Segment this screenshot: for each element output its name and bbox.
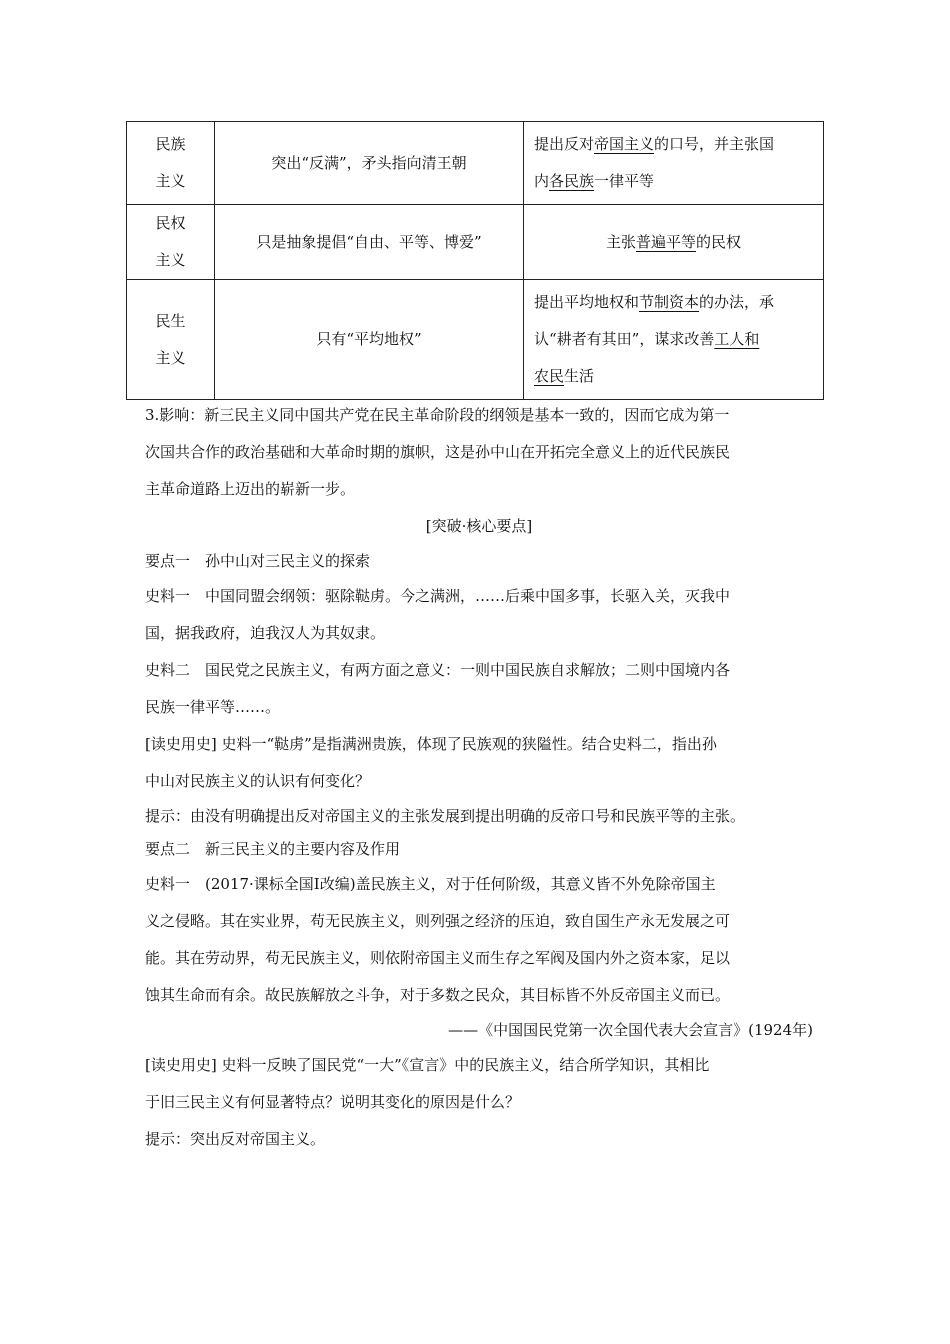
row-label — [127, 122, 215, 205]
question-line: [读史用史] 史料一“鞑虏”是指满洲贵族，体现了民族观的狭隘性。结合史料二，指出孙 — [145, 735, 717, 753]
old-principle-cell: 只是抽象提倡“自由、平等、博爱” — [215, 205, 524, 280]
underlined-term: 工人和 — [714, 330, 760, 348]
cell-text: 的办法，承 — [699, 293, 775, 311]
cell-line — [534, 126, 813, 163]
row-label-line: 主义 — [155, 348, 186, 367]
table-row-nationalism — [127, 122, 824, 205]
underlined-term: 各民族 — [549, 172, 595, 190]
underlined-term: 帝国主义 — [594, 135, 655, 153]
material-line: 史料二 国民党之民族主义，有两方面之意义：一则中国民族自求解放；二则中国境内各 — [145, 661, 731, 679]
underlined-term: 普遍平等 — [635, 232, 696, 251]
cell-text: 的口号，并主张国 — [654, 135, 775, 153]
row-label — [127, 205, 215, 280]
cell-text: 认“耕者有其田”，谋求改善 — [534, 330, 715, 348]
material-line: 史料一 中国同盟会纲领：驱除鞑虏。今之满洲，……后乘中国多事，长驱入关，灭我中 — [145, 587, 731, 605]
row-label-line: 民族 — [155, 135, 186, 153]
row-label — [127, 280, 215, 400]
row-label-line: 民生 — [155, 311, 186, 330]
row-label-line: 主义 — [155, 172, 186, 190]
impact-paragraph-line: 主革命道路上迈出的崭新一步。 — [145, 480, 356, 498]
question-line: [读史用史] 史料一反映了国民党“一大”《宣言》中的民族主义，结合所学知识，其相比 — [145, 1056, 710, 1074]
comparison-table — [126, 121, 824, 400]
old-principle-cell: 突出“反满”，矛头指向清王朝 — [215, 122, 524, 205]
section-heading: [突破·核心要点] — [425, 517, 533, 535]
material-line: 蚀其生命而有余。故民族解放之斗争，对于多数之民众，其目标皆不外反帝国主义而已。 — [145, 986, 731, 1004]
new-principle-cell — [524, 280, 824, 400]
cell-text: 的民权 — [696, 232, 742, 251]
hint-answer: 提示：突出反对帝国主义。 — [145, 1130, 326, 1148]
point-title: 要点二 新三民主义的主要内容及作用 — [145, 840, 401, 858]
cell-text: 内 — [534, 172, 550, 190]
point-title: 要点一 孙中山对三民主义的探索 — [145, 552, 371, 570]
material-line: 国，据我政府，迫我汉人为其奴隶。 — [145, 624, 386, 642]
impact-paragraph-line: 3.影响：新三民主义同中国共产党在民主革命阶段的纲领是基本一致的，因而它成为第一 — [145, 406, 730, 424]
question-line: 于旧三民主义有何显著特点？说明其变化的原因是什么？ — [145, 1093, 521, 1111]
table-row-livelihood — [127, 280, 824, 400]
impact-paragraph-line: 次国共合作的政治基础和大革命时期的旗帜，这是孙中山在开拓完全意义上的近代民族民 — [145, 443, 731, 461]
cell-line — [534, 321, 813, 358]
cell-line — [534, 163, 813, 200]
cell-text: 提出平均地权和 — [534, 293, 640, 311]
new-principle-cell — [524, 122, 824, 205]
row-label-line: 主义 — [155, 251, 186, 269]
material-line: 能。其在劳动界，苟无民族主义，则依附帝国主义而生存之军阀及国内外之资本家，足以 — [145, 949, 731, 967]
cell-text: 提出反对 — [534, 135, 595, 153]
source-citation: ——《中国国民党第一次全国代表大会宣言》(1924年) — [448, 1021, 813, 1039]
material-line: 民族一律平等……。 — [145, 698, 281, 716]
material-line: 义之侵略。其在实业界，苟无民族主义，则列强之经济的压迫，致自国生产永无发展之可 — [145, 912, 731, 930]
question-line: 中山对民族主义的认识有何变化？ — [145, 772, 371, 790]
cell-text: 一律平等 — [594, 172, 655, 190]
new-principle-cell — [524, 205, 824, 280]
cell-text: 生活 — [564, 367, 595, 385]
old-principle-cell: 只有“平均地权” — [215, 280, 524, 400]
material-line: 史料一 (2017·课标全国Ⅰ改编)盖民族主义，对于任何阶级，其意义皆不外免除帝国主 — [145, 875, 716, 893]
table-row-democracy — [127, 205, 824, 280]
underlined-term: 节制资本 — [639, 293, 700, 311]
body-text — [145, 397, 813, 1158]
cell-line — [534, 358, 813, 395]
cell-line — [534, 284, 813, 321]
underlined-term: 农民 — [534, 367, 565, 385]
hint-answer: 提示：由没有明确提出反对帝国主义的主张发展到提出明确的反帝口号和民族平等的主张。 — [145, 807, 746, 825]
cell-text: 主张 — [605, 232, 636, 251]
row-label-line: 民权 — [155, 214, 186, 232]
